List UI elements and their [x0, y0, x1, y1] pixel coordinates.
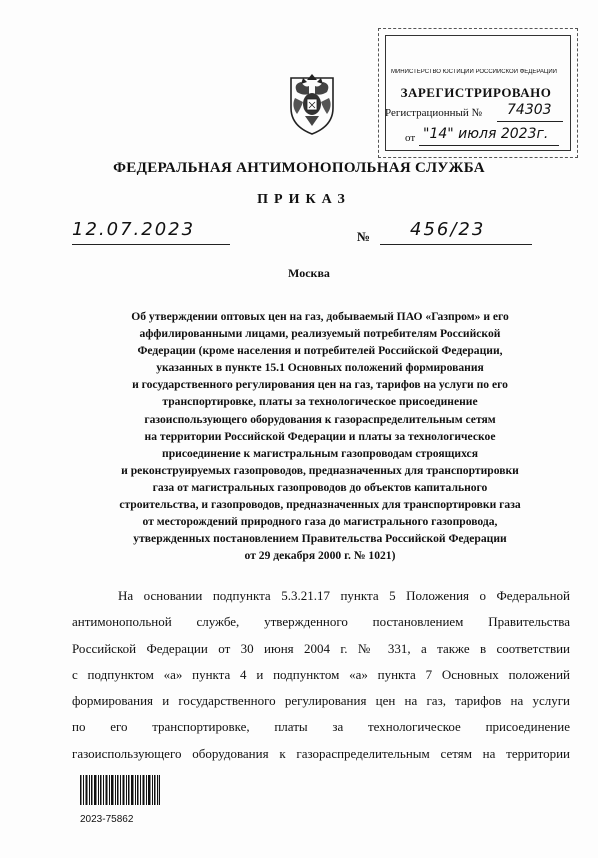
- stamp-regnum-value: 74303: [507, 102, 552, 118]
- state-emblem-icon: [283, 72, 341, 136]
- barcode-number: 2023-75862: [80, 814, 134, 825]
- order-body: [72, 583, 570, 767]
- subject-line: от 29 декабря 2000 г. № 1021): [244, 549, 396, 563]
- stamp-registered: ЗАРЕГИСТРИРОВАНО: [400, 85, 552, 100]
- body-line: Российской Федерации от 30 июня 2004 г. № 331, а также в соответствии: [72, 640, 570, 656]
- body-line: по его транспортировке, платы за технологическое присоединение: [72, 719, 570, 735]
- stamp-regnum-label: Регистрационный №: [385, 107, 483, 119]
- registration-stamp: [378, 28, 578, 158]
- subject-line: утвержденных постановлением Правительства Российской Федерации: [133, 532, 507, 546]
- order-subject: [60, 308, 580, 564]
- subject-line: газоиспользующего оборудования к газораспределительным сетям: [144, 412, 496, 426]
- subject-line: указанных в пункте 15.1 Основных положений формирования: [156, 361, 484, 375]
- stamp-date-value: "14" июля 2023г.: [423, 126, 549, 142]
- body-line: антимонопольной службе, утвержденного постановлением Правительства: [72, 614, 570, 630]
- body-line: с подпунктом «а» пункта 4 и подпунктом «а» пункта 7 Основных положений: [72, 666, 570, 682]
- order-date: 12.07.2023: [72, 219, 196, 240]
- subject-line: Федерации (кроме населения и потребителей Российской Федерации,: [137, 344, 503, 358]
- subject-line: на территории Российской Федерации и платы за технологическое: [144, 429, 496, 443]
- barcode-icon: [80, 775, 160, 805]
- stamp-date-label: от: [405, 132, 416, 144]
- subject-line: и государственного регулирования цен на газ, тарифов на услуги по его: [132, 378, 508, 392]
- subject-line: газа от магистральных газопроводов до объектов капитального: [152, 480, 488, 494]
- order-number: 456/23: [410, 219, 486, 240]
- body-line: газоиспользующего оборудования к газораспределительным сетям на территории: [72, 745, 570, 761]
- subject-line: и реконструируемых газопроводов, предназначенных для транспортировки: [121, 463, 519, 477]
- subject-line: аффилированными лицами, реализуемый потребителям Российской: [139, 327, 501, 341]
- stamp-ministry: МИНИСТЕРСТВО ЮСТИЦИИ РОССИЙСКОЙ ФЕДЕРАЦИИ: [391, 69, 557, 75]
- body-line: формирования и государственного регулирования цен на газ, тарифов на услуги: [72, 693, 570, 709]
- date-underline: [72, 244, 230, 245]
- agency-name: ФЕДЕРАЛЬНАЯ АНТИМОНОПОЛЬНАЯ СЛУЖБА: [113, 160, 485, 176]
- city: Москва: [288, 266, 330, 280]
- number-underline: [380, 244, 532, 245]
- subject-line: присоединение к магистральным газопроводам строящихся: [162, 446, 478, 460]
- subject-line: транспортировке, платы за технологическое присоединение: [162, 395, 478, 409]
- subject-line: строительства, и газопроводов, предназначенных для транспортировки газа: [119, 498, 521, 512]
- order-title: ПРИКАЗ: [257, 192, 351, 207]
- body-line: На основании подпункта 5.3.21.17 пункта 5 Положения о Федеральной: [118, 588, 570, 603]
- subject-line: Об утверждении оптовых цен на газ, добываемый ПАО «Газпром» и его: [131, 310, 509, 323]
- subject-line: от месторождений природного газа до магистрального газопровода,: [142, 515, 498, 529]
- stamp-regnum-underline: [497, 121, 563, 122]
- stamp-date-underline: [419, 145, 559, 146]
- number-sign: №: [357, 229, 371, 244]
